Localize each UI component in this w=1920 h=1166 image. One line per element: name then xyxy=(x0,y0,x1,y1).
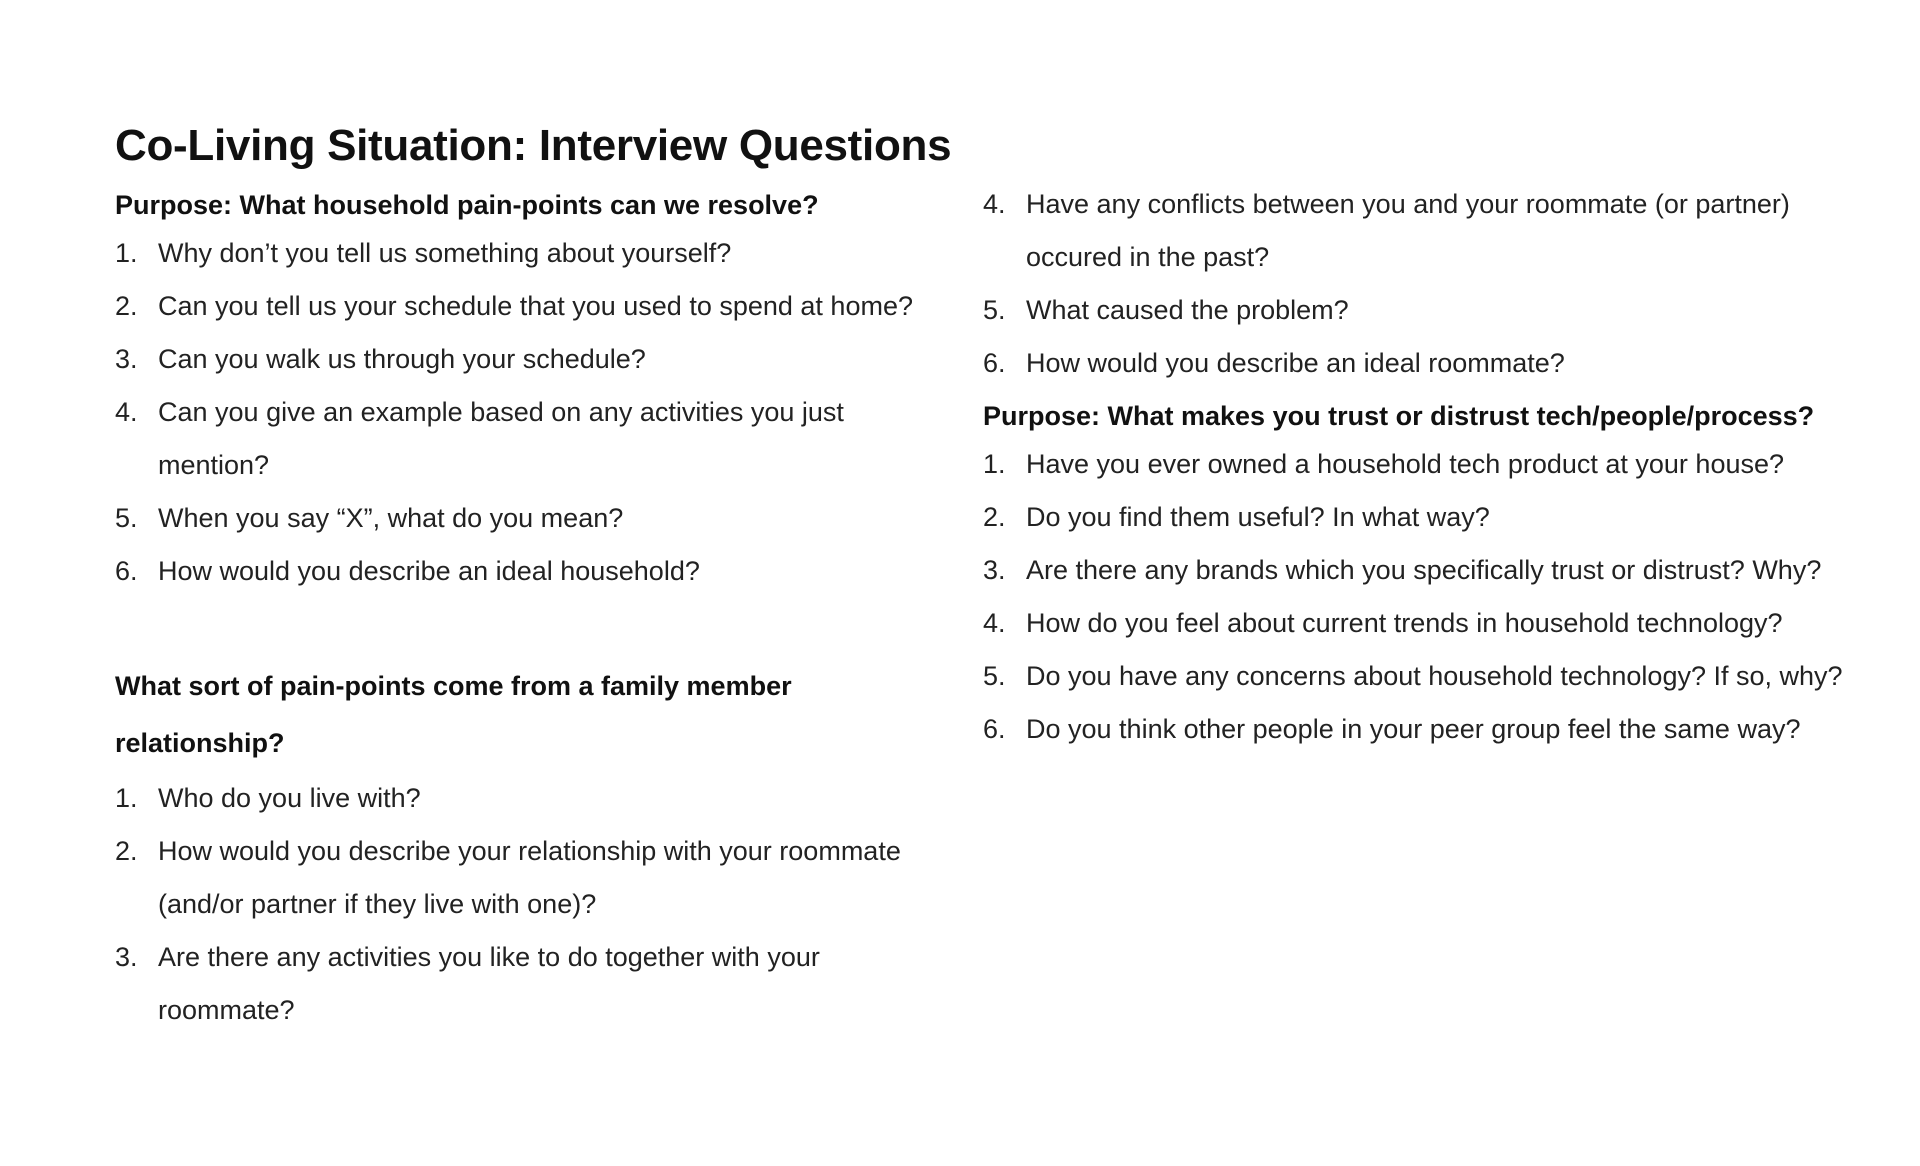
question-text: Can you give an example based on any activities you just mention? xyxy=(158,397,844,480)
section-heading-household-pain-points: Purpose: What household pain-points can we resolve? xyxy=(115,190,819,220)
list-item xyxy=(983,491,1843,544)
list-item xyxy=(115,492,955,545)
question-list-relationship xyxy=(115,772,955,1037)
list-item xyxy=(983,544,1843,597)
question-text: What caused the problem? xyxy=(1026,295,1349,325)
question-text: Are there any activities you like to do together with your roommate? xyxy=(158,942,820,1025)
question-text: Have you ever owned a household tech product at your house? xyxy=(1026,449,1785,479)
item-number: 1. xyxy=(115,238,138,268)
list-item xyxy=(115,545,955,598)
list-item xyxy=(983,703,1843,756)
item-number: 2. xyxy=(983,502,1006,532)
list-item xyxy=(115,825,955,931)
question-text: Can you tell us your schedule that you used to spend at home? xyxy=(158,291,913,321)
left-column xyxy=(115,183,955,1037)
list-item xyxy=(115,772,955,825)
question-text: Have any conflicts between you and your roommate (or partner) occured in the past? xyxy=(1026,189,1790,272)
list-item xyxy=(115,386,955,492)
right-column xyxy=(983,178,1843,756)
question-text: How would you describe your relationship with your roommate (and/or partner if they live with one)? xyxy=(158,836,901,919)
item-number: 3. xyxy=(115,344,138,374)
item-number: 6. xyxy=(115,556,138,586)
item-number: 3. xyxy=(983,555,1006,585)
question-text: How do you feel about current trends in household technology? xyxy=(1026,608,1783,638)
list-item xyxy=(983,284,1843,337)
question-text: Who do you live with? xyxy=(158,783,421,813)
list-item xyxy=(983,438,1843,491)
item-number: 5. xyxy=(983,661,1006,691)
question-text: How would you describe an ideal household? xyxy=(158,556,700,586)
question-text: Do you find them useful? In what way? xyxy=(1026,502,1490,532)
section-heading-trust-distrust: Purpose: What makes you trust or distrust tech/people/process? xyxy=(983,401,1815,431)
item-number: 2. xyxy=(115,836,138,866)
list-item xyxy=(983,650,1843,703)
question-text: Why don’t you tell us something about yourself? xyxy=(158,238,732,268)
question-list-relationship-continued xyxy=(983,178,1843,390)
list-item xyxy=(983,178,1843,284)
item-number: 1. xyxy=(115,783,138,813)
item-number: 6. xyxy=(983,714,1006,744)
question-text: Can you walk us through your schedule? xyxy=(158,344,646,374)
list-item xyxy=(983,337,1843,390)
list-item xyxy=(115,227,955,280)
item-number: 3. xyxy=(115,942,138,972)
item-number: 4. xyxy=(983,189,1006,219)
list-item xyxy=(983,597,1843,650)
item-number: 5. xyxy=(983,295,1006,325)
section-heading-family-relationship: What sort of pain-points come from a family member relationship? xyxy=(115,671,792,758)
item-number: 4. xyxy=(115,397,138,427)
item-number: 4. xyxy=(983,608,1006,638)
list-item xyxy=(115,333,955,386)
question-text: Do you think other people in your peer group feel the same way? xyxy=(1026,714,1801,744)
list-item xyxy=(115,931,955,1037)
section-spacer xyxy=(115,598,955,658)
question-text: Are there any brands which you specifically trust or distrust? Why? xyxy=(1026,555,1822,585)
question-list-trust xyxy=(983,438,1843,756)
page-title: Co-Living Situation: Interview Questions xyxy=(115,121,952,170)
question-text: When you say “X”, what do you mean? xyxy=(158,503,624,533)
question-text: Do you have any concerns about household technology? If so, why? xyxy=(1026,661,1843,691)
item-number: 6. xyxy=(983,348,1006,378)
question-list-household xyxy=(115,227,955,598)
list-item xyxy=(115,280,955,333)
item-number: 5. xyxy=(115,503,138,533)
item-number: 1. xyxy=(983,449,1006,479)
question-text: How would you describe an ideal roommate? xyxy=(1026,348,1565,378)
item-number: 2. xyxy=(115,291,138,321)
